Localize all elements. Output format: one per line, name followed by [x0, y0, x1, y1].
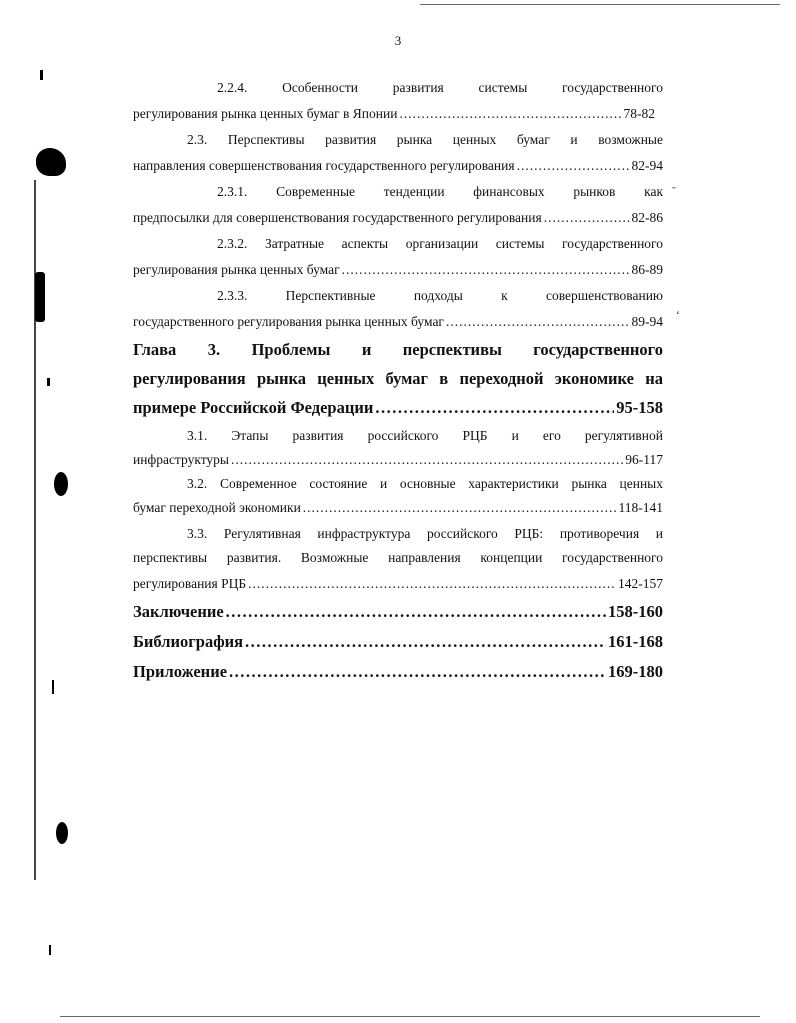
toc-page-range: 96-117	[625, 452, 663, 467]
toc-line	[133, 452, 663, 469]
toc-leader	[446, 314, 630, 330]
toc-text: Перспективные подходы к совершенствованию	[285, 288, 663, 303]
toc-page-range: 78-82	[623, 106, 655, 121]
toc-leader	[342, 262, 630, 278]
toc-leader	[303, 500, 617, 516]
scan-blot	[36, 148, 66, 176]
toc-line	[133, 576, 663, 593]
toc-line	[187, 476, 663, 493]
scan-mark	[47, 378, 50, 386]
page-number: 3	[394, 33, 402, 48]
toc-text: государственного регулирования рынка ценных бумаг	[133, 314, 444, 329]
toc-text: Приложение	[133, 662, 228, 681]
toc-leader	[245, 632, 606, 652]
toc-text: регулирования рынка ценных бумаг в Японии	[133, 106, 398, 121]
toc-leader	[229, 662, 606, 682]
toc-conclusion	[133, 602, 663, 622]
toc-line	[133, 106, 655, 123]
toc-text: Современные тенденции финансовых рынков как	[276, 184, 663, 199]
toc-page-range: 86-89	[631, 262, 663, 277]
scan-mark	[49, 945, 51, 955]
toc-chapter-line: регулирования рынка ценных бумаг в переходной экономике на	[133, 369, 663, 388]
toc-line: перспективы развития. Возможные направления концепции государственного	[133, 550, 663, 565]
toc-leader	[375, 398, 614, 418]
toc-number: 2.2.4.	[217, 80, 248, 95]
toc-page-range: 118-141	[618, 500, 663, 515]
toc-page-range: 158-160	[608, 602, 663, 621]
toc-text: Заключение	[133, 602, 224, 621]
toc-page-range: 142-157	[618, 576, 663, 591]
toc-line	[133, 158, 663, 175]
margin-tick: ˘	[672, 184, 676, 198]
toc-text: направления совершенствования государственного регулирования	[133, 158, 515, 173]
toc-leader	[517, 158, 630, 174]
scan-bottom-line	[60, 1016, 760, 1017]
scan-blot	[35, 272, 45, 322]
toc-text: Особенности развития системы государственного	[282, 80, 663, 95]
toc-line	[133, 500, 663, 517]
toc-number: 2.3.3.	[217, 288, 248, 303]
toc-chapter-line	[133, 398, 663, 418]
toc-number: 2.3.2.	[217, 236, 248, 251]
toc-page-range: 169-180	[608, 662, 663, 681]
toc-line	[187, 428, 663, 445]
toc-line	[133, 210, 663, 227]
toc-appendix	[133, 662, 663, 682]
toc-text: регулирования РЦБ	[133, 576, 247, 591]
toc-line	[187, 526, 663, 543]
toc-text: регулирования рынка ценных бумаг	[133, 262, 340, 277]
toc-line	[133, 314, 663, 331]
toc-line	[133, 262, 663, 279]
toc-text: бумаг переходной экономики	[133, 500, 301, 515]
toc-text: предпосылки для совершенствования государственного регулирования	[133, 210, 542, 225]
scan-mark	[40, 70, 43, 80]
toc-text: Затратные аспекты организации системы государственного	[264, 236, 663, 251]
toc-line	[217, 288, 663, 305]
toc-text: Библиография	[133, 632, 244, 651]
toc-chapter-line: Глава 3. Проблемы и перспективы государственного	[133, 340, 663, 359]
toc-text: Перспективы развития рынка ценных бумаг и возможные	[227, 132, 663, 147]
scan-top-line	[420, 4, 780, 5]
toc-leader	[248, 576, 616, 592]
toc-bibliography	[133, 632, 663, 652]
toc-text: Современное состояние и основные характеристики рынка ценных	[219, 476, 663, 491]
toc-page-range: 95-158	[616, 398, 663, 417]
toc-page-range: 82-94	[631, 158, 663, 173]
toc-number: 3.1.	[187, 428, 208, 443]
toc-text: Регулятивная инфраструктура российского РЦБ: противоречия и	[223, 526, 663, 541]
toc-number: 3.2.	[187, 476, 208, 491]
toc-text: Этапы развития российского РЦБ и его регулятивной	[231, 428, 663, 443]
toc-leader	[231, 452, 623, 468]
toc-line	[217, 184, 663, 201]
toc-number: 2.3.	[187, 132, 208, 147]
toc-line	[217, 80, 663, 97]
toc-leader	[544, 210, 630, 226]
margin-tick: ‘	[676, 308, 680, 322]
toc-page-range: 89-94	[631, 314, 663, 329]
toc-leader	[226, 602, 606, 622]
toc-number: 2.3.1.	[217, 184, 248, 199]
toc-leader	[399, 106, 621, 122]
scan-blot	[54, 472, 68, 496]
toc-page-range: 161-168	[608, 632, 663, 651]
scan-mark	[52, 680, 54, 694]
toc-number: 3.3.	[187, 526, 208, 541]
toc-line	[187, 132, 663, 149]
toc-text: примере Российской Федерации	[133, 398, 374, 417]
scan-blot	[56, 822, 68, 844]
toc-line	[217, 236, 663, 253]
toc-page-range: 82-86	[631, 210, 663, 225]
toc-text: инфраструктуры	[133, 452, 229, 467]
